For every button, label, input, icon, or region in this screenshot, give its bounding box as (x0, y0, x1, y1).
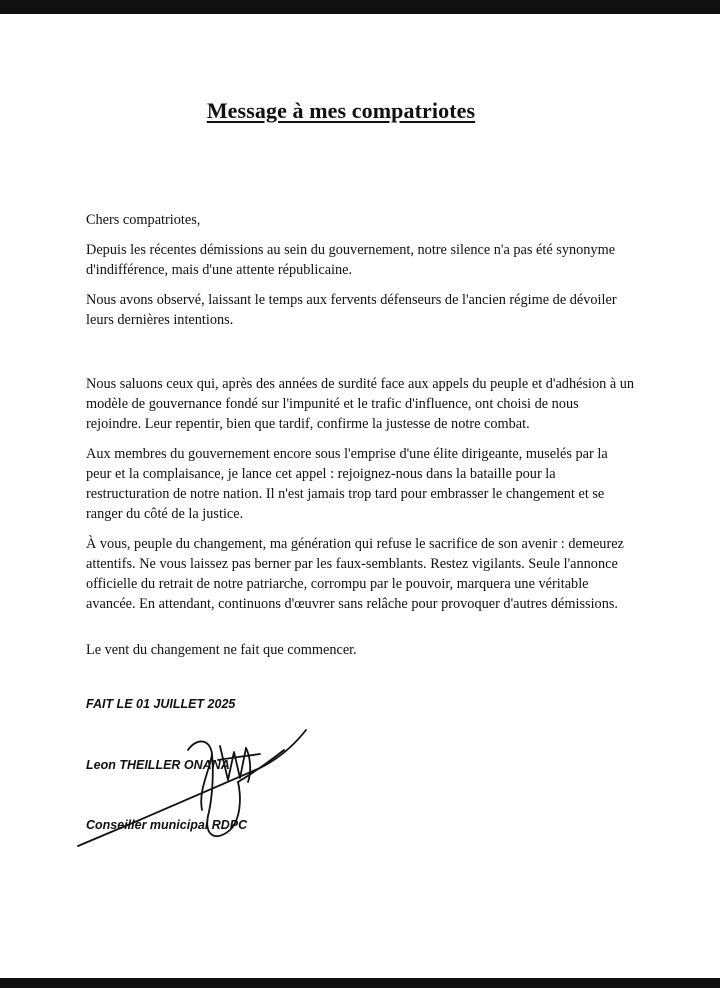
date-line: FAIT LE 01 JUILLET 2025 (86, 697, 236, 711)
handwritten-signature (70, 720, 320, 860)
paragraph-2: Nous avons observé, laissant le temps aux fervents défenseurs de l'ancien régime de dévoiler leurs dernières intentions. (86, 292, 617, 328)
paragraph-5: À vous, peuple du changement, ma génération qui refuse le sacrifice de son avenir : demeurez attentifs. Ne vous laissez pas berner par les faux-semblants. Restez vigilants. Seule l'annonce officielle du retrait de notre patriarche, corrompu par le pouvoir, marquera une véritable avancée. En attendant, continuons d'œuvrer sans relâche pour provoquer d'autres démissions. (86, 536, 624, 612)
greeting: Chers compatriotes, (86, 212, 201, 228)
paragraph-1: Depuis les récentes démissions au sein du gouvernement, notre silence n'a pas été synonyme d'indifférence, mais d'une attente républicaine. (86, 242, 616, 278)
closing-line: Le vent du changement ne fait que commencer. (86, 642, 357, 658)
signatory-role: Conseiller municipal RDPC (86, 818, 248, 832)
document-title: Message à mes compatriotes (206, 98, 476, 123)
top-border (0, 0, 720, 14)
bottom-border (0, 978, 720, 988)
paragraph-3: Nous saluons ceux qui, après des années de surdité face aux appels du peuple et d'adhésion à un modèle de gouvernance fondé sur l'impunité et le trafic d'influence, ont choisi de nous rejoindre. Leur repentir, bien que tardif, confirme la justesse de notre combat. (86, 376, 635, 432)
signatory-name: Leon THEILLER ONANA (86, 758, 230, 772)
letter-body (86, 210, 636, 670)
paragraph-4: Aux membres du gouvernement encore sous l'emprise d'une élite dirigeante, muselés par la peur et la complaisance, je lance cet appel : rejoignez-nous dans la bataille pour la restructuration de notre nation. Il n'est jamais trop tard pour embrasser le changement et se ranger du côté de la justice. (86, 446, 608, 522)
